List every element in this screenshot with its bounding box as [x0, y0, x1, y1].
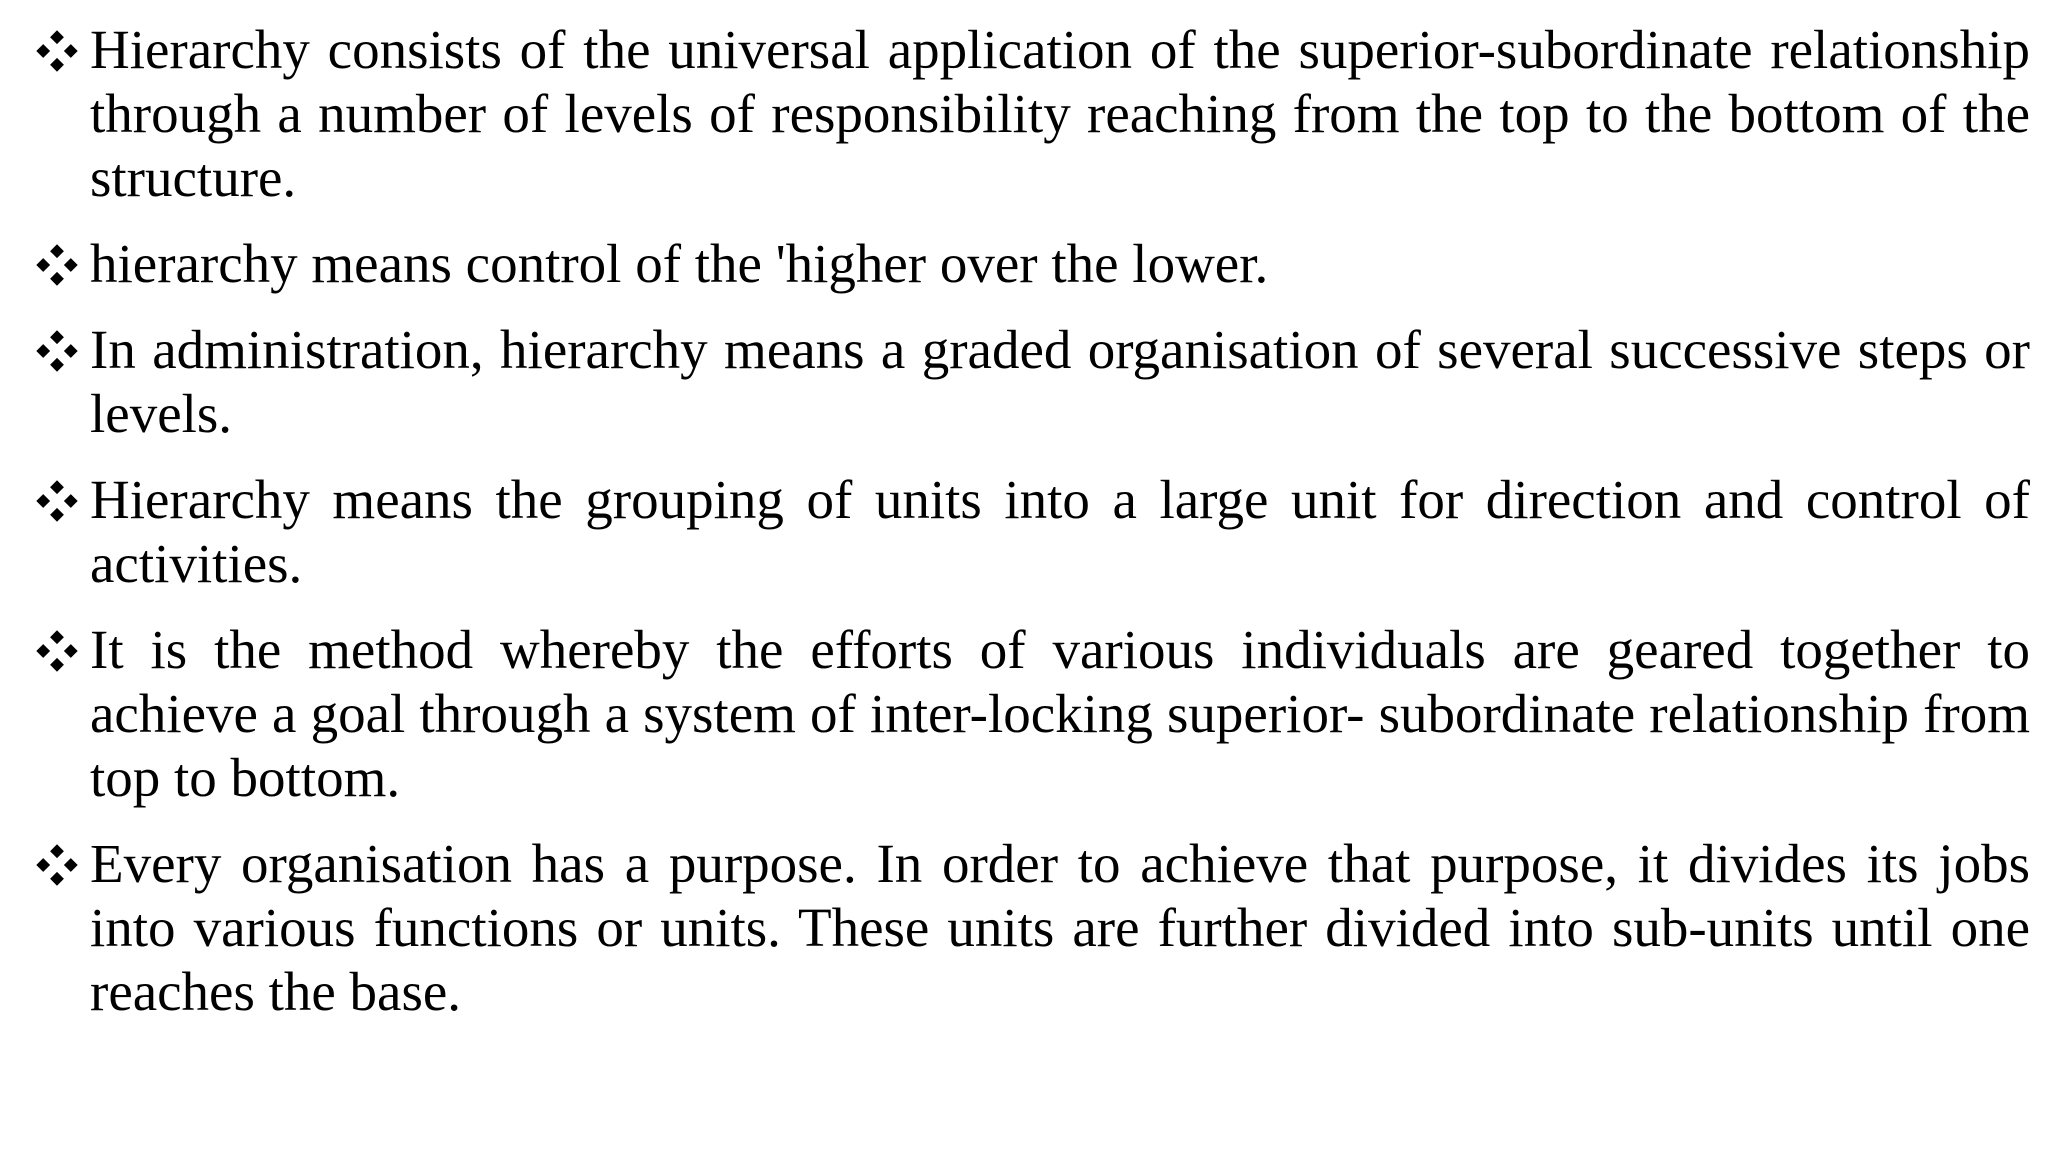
slide-content: [34, 18, 2030, 1046]
bullet-text: Every organisation has a purpose. In order to achieve that purpose, it divides its jobs into various functions or units. These units are further divided into sub-units until one reaches the base.: [90, 833, 2030, 1022]
four-diamond-bullet-icon: [34, 618, 90, 682]
bullet-item: [34, 18, 2030, 210]
bullet-text: hierarchy means control of the 'higher over the lower.: [90, 233, 1269, 294]
bullet-item: [34, 232, 2030, 296]
four-diamond-bullet-icon: [34, 832, 90, 896]
four-diamond-bullet-icon: [34, 468, 90, 532]
bullet-item: [34, 832, 2030, 1024]
four-diamond-bullet-icon: [34, 232, 90, 296]
four-diamond-bullet-icon: [34, 318, 90, 382]
bullet-item: [34, 618, 2030, 810]
bullet-text: It is the method whereby the efforts of various individuals are geared together to achieve a goal through a system of inter-locking superior- subordinate relationship from top to bottom.: [90, 619, 2030, 808]
bullet-text: In administration, hierarchy means a graded organisation of several successive steps or levels.: [90, 319, 2030, 444]
bullet-text: Hierarchy means the grouping of units into a large unit for direction and control of activities.: [90, 469, 2030, 594]
bullet-item: [34, 318, 2030, 446]
bullet-list: [34, 18, 2030, 1024]
four-diamond-bullet-icon: [34, 18, 90, 82]
bullet-item: [34, 468, 2030, 596]
bullet-text: Hierarchy consists of the universal application of the superior-subordinate relationship through a number of levels of responsibility reaching from the top to the bottom of the structure.: [90, 19, 2030, 208]
